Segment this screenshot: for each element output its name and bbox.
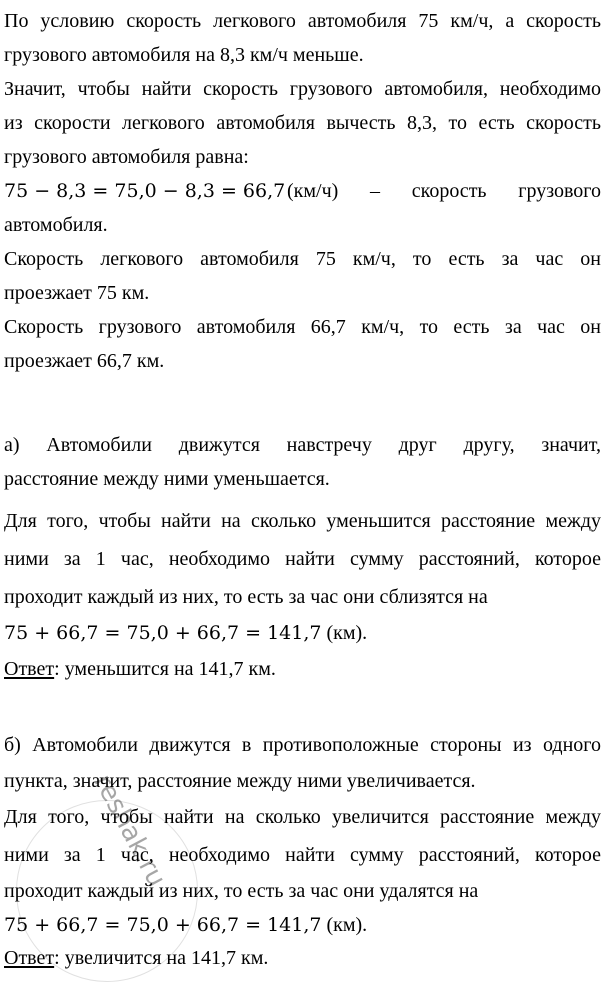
text-line: пункта, значит, расстояние между ними увеличивается.	[4, 770, 476, 792]
text-line: из скорости легкового автомобиля вычесть 8,3, то есть скорость	[4, 112, 601, 134]
formula: 75 + 66,7 = 75,0 + 66,7 = 141,7	[4, 622, 322, 644]
answer-text: : увеличится на 141,7 км.	[54, 947, 269, 969]
text-line: грузового автомобиля на 8,3 км/ч меньше.	[4, 44, 364, 66]
formula-tail: (км).	[321, 622, 368, 644]
formula-line	[4, 908, 601, 942]
text-line: грузового автомобиля равна:	[4, 146, 249, 168]
text-line: По условию скорость легкового автомобиля 75 км/ч, а скорость	[4, 10, 601, 32]
text-line: проходит каждый из них, то есть за час они удалятся на	[4, 880, 479, 902]
text-line: б) Автомобили движутся в противоположные стороны из одного	[4, 734, 601, 756]
formula: 75 + 66,7 = 75,0 + 66,7 = 141,7	[4, 914, 322, 936]
answer-text: : уменьшится на 141,7 км.	[54, 658, 276, 680]
formula-line	[4, 174, 601, 208]
text-line: расстояние между ними уменьшается.	[4, 468, 330, 490]
text-line: Для того, чтобы найти на сколько увеличится расстояние между	[4, 806, 601, 828]
text-line: проходит каждый из них, то есть за час они сблизятся на	[4, 586, 488, 608]
text-line: проезжает 66,7 км.	[4, 350, 165, 372]
answer-label: Ответ	[4, 658, 55, 680]
text-line: автомобиля.	[4, 214, 108, 236]
watermark: reshak.ru	[87, 769, 172, 892]
text-line: Для того, чтобы найти на сколько уменьшится расстояние между	[4, 510, 601, 532]
formula-tail: (км/ч) – скорость грузового	[287, 180, 601, 202]
text-line: а) Автомобили движутся навстречу друг другу, значит,	[4, 434, 601, 456]
text-line: Скорость грузового автомобиля 66,7 км/ч, то есть за час он	[4, 316, 601, 338]
text-line: проезжает 75 км.	[4, 282, 150, 304]
text-line: Значит, чтобы найти скорость грузового автомобиля, необходимо	[4, 78, 601, 100]
answer-label: Ответ	[4, 947, 55, 969]
text-line: ними за 1 час, необходимо найти сумму расстояний, которое	[4, 548, 601, 570]
formula-tail: (км).	[321, 914, 368, 936]
answer-line	[4, 941, 601, 975]
text-line: ними за 1 час, необходимо найти сумму расстояний, которое	[4, 844, 601, 866]
formula-line	[4, 616, 601, 650]
formula: 75 − 8,3 = 75,0 − 8,3 = 66,7	[4, 180, 286, 202]
text-line: Скорость легкового автомобиля 75 км/ч, то есть за час он	[4, 248, 601, 270]
answer-line	[4, 652, 601, 686]
